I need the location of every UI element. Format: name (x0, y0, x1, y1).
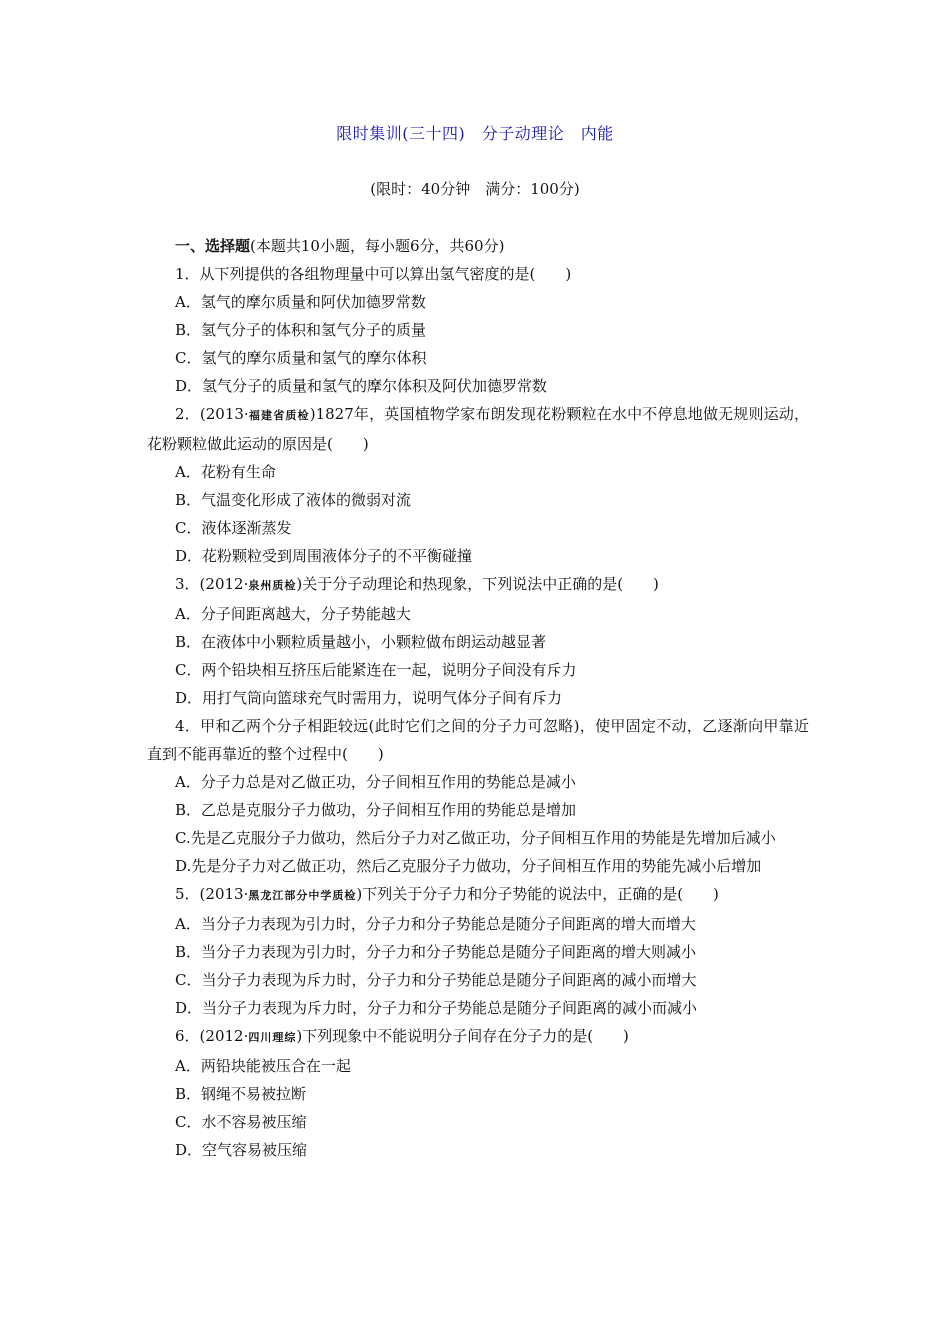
question-1-option-c: C．氢气的摩尔质量和氢气的摩尔体积 (175, 349, 427, 367)
question-2-source: 福建省质检 (248, 409, 310, 422)
question-3-option-c: C．两个铅块相互挤压后能紧连在一起，说明分子间没有斥力 (175, 661, 577, 679)
question-5-option-a: A．当分子力表现为引力时，分子力和分子势能总是随分子间距离的增大而增大 (175, 915, 696, 933)
question-5-stem (147, 880, 809, 910)
question-2-option-b: B．气温变化形成了液体的微弱对流 (175, 491, 412, 509)
time-limit-note: (限时：40分钟 满分：100分) (370, 180, 580, 198)
question-5-option-d: D．当分子力表现为斥力时，分子力和分子势能总是随分子间距离的减小而减小 (175, 999, 698, 1017)
question-3-option-d: D．用打气筒向篮球充气时需用力，说明气体分子间有斥力 (175, 689, 563, 707)
question-6-prefix: 6．(2012· (175, 1027, 249, 1045)
question-4-option-d: D.先是分子力对乙做正功，然后乙克服分子力做功，分子间相互作用的势能先减小后增加 (175, 857, 762, 875)
question-2-option-d: D．花粉颗粒受到周围液体分子的不平衡碰撞 (175, 547, 473, 565)
question-6-option-d: D．空气容易被压缩 (175, 1141, 308, 1159)
question-1-option-b: B．氢气分子的体积和氢气分子的质量 (175, 321, 427, 339)
section-heading (147, 232, 809, 260)
question-2-prefix: 2．(2013· (175, 405, 249, 423)
question-3-source: 泉州质检 (248, 579, 297, 592)
section-label: 一、选择题 (175, 237, 251, 255)
question-4-stem: 4．甲和乙两个分子相距较远(此时它们之间的分子力可忽略)，使甲固定不动，乙逐渐向甲靠近直到不能再靠近的整个过程中( ) (147, 717, 809, 763)
question-2-stem (147, 400, 809, 458)
question-5-option-c: C．当分子力表现为斥力时，分子力和分子势能总是随分子间距离的减小而增大 (175, 971, 697, 989)
question-1-stem: 1．从下列提供的各组物理量中可以算出氢气密度的是( ) (175, 265, 572, 283)
question-3-stem (147, 570, 809, 600)
section-note: (本题共10小题，每小题6分，共60分) (250, 237, 505, 255)
question-6-text: )下列现象中不能说明分子间存在分子力的是( ) (296, 1027, 629, 1045)
question-3-option-a: A．分子间距离越大，分子势能越大 (175, 605, 411, 623)
question-5-text: )下列关于分子力和分子势能的说法中，正确的是( ) (356, 885, 719, 903)
question-6-option-c: C．水不容易被压缩 (175, 1113, 307, 1131)
question-5-option-b: B．当分子力表现为引力时，分子力和分子势能总是随分子间距离的增大则减小 (175, 943, 697, 961)
question-4-option-a: A．分子力总是对乙做正功，分子间相互作用的势能总是减小 (175, 773, 576, 791)
question-1-option-d: D．氢气分子的质量和氢气的摩尔体积及阿伏加德罗常数 (175, 377, 548, 395)
page-title: 限时集训(三十四) 分子动理论 内能 (336, 124, 614, 143)
question-3-option-b: B．在液体中小颗粒质量越小，小颗粒做布朗运动越显著 (175, 633, 547, 651)
question-4-option-c: C.先是乙克服分子力做功，然后分子力对乙做正功，分子间相互作用的势能是先增加后减小 (175, 829, 776, 847)
question-6-option-b: B．钢绳不易被拉断 (175, 1085, 307, 1103)
question-5-source: 黑龙江部分中学质检 (248, 889, 357, 902)
question-1-option-a: A．氢气的摩尔质量和阿伏加德罗常数 (175, 293, 426, 311)
question-6-option-a: A．两铅块能被压合在一起 (175, 1057, 351, 1075)
question-3-text: )关于分子动理论和热现象，下列说法中正确的是( ) (296, 575, 659, 593)
question-body (147, 232, 809, 1164)
question-2-option-c: C．液体逐渐蒸发 (175, 519, 292, 537)
question-4-option-b: B．乙总是克服分子力做功，分子间相互作用的势能总是增加 (175, 801, 577, 819)
question-3-prefix: 3．(2012· (175, 575, 249, 593)
question-2-text: )1827年，英国植物学家布朗发现花粉颗粒在水中不停息地做无规则运动，花粉颗粒做此运动的原因是( ) (147, 405, 809, 453)
question-5-prefix: 5．(2013· (175, 885, 249, 903)
question-6-source: 四川理综 (248, 1031, 297, 1044)
question-2-option-a: A．花粉有生命 (175, 463, 276, 481)
question-6-stem (147, 1022, 809, 1052)
